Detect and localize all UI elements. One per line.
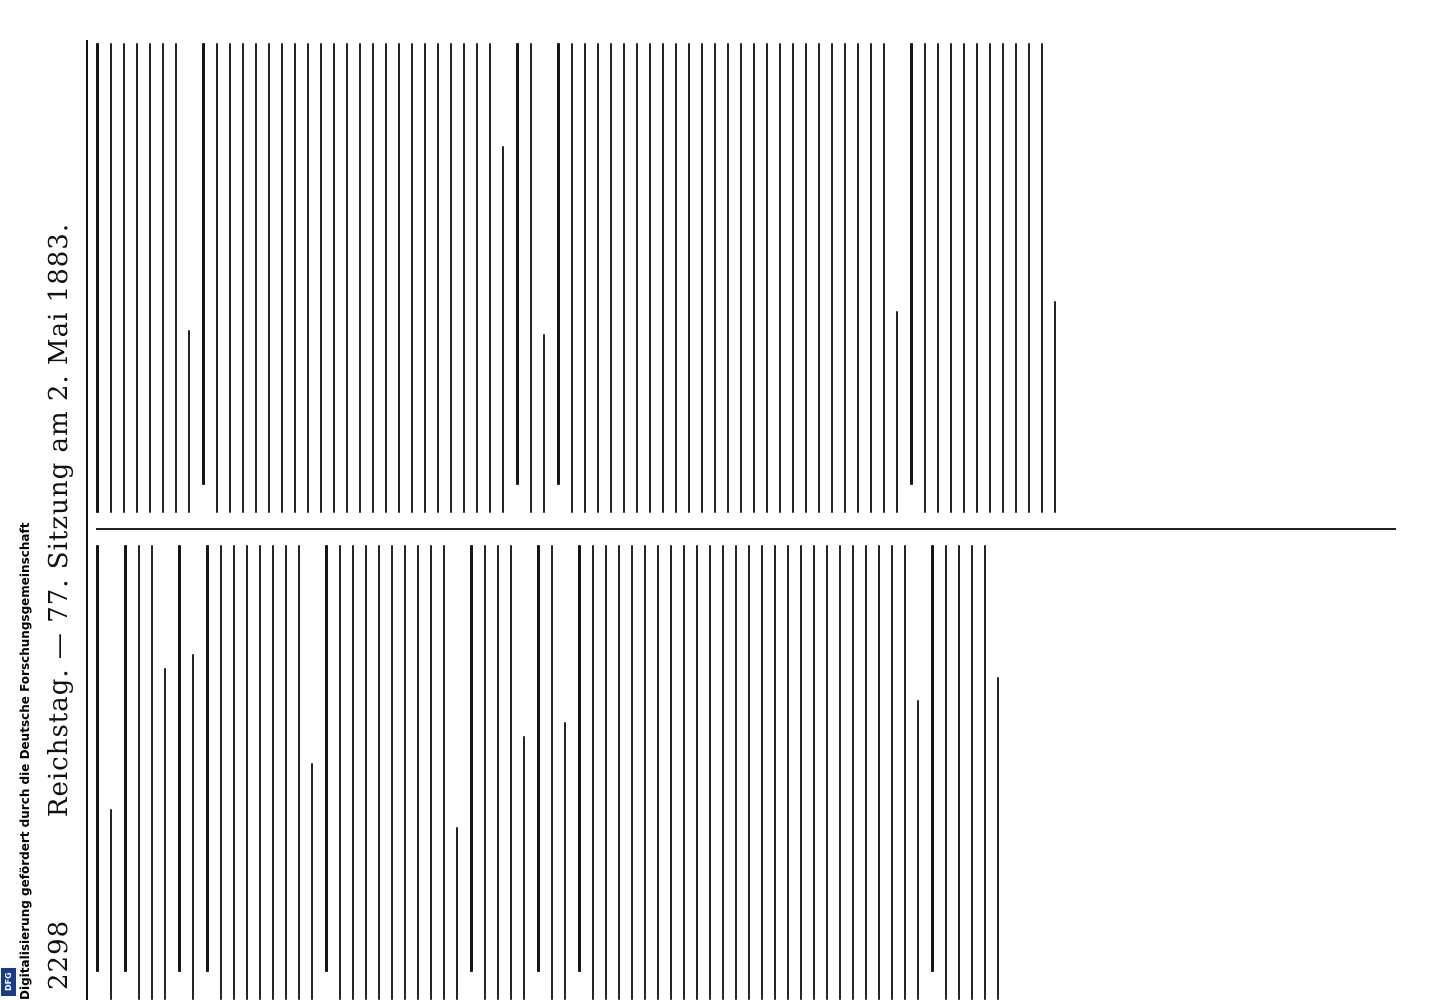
- text-line: [411, 43, 414, 513]
- text-line: [298, 545, 301, 1000]
- text-line: [1002, 43, 1005, 513]
- text-line: [96, 545, 99, 972]
- text-line: [618, 545, 621, 1000]
- digitization-note-text: Digitalisierung gefördert durch die Deutsche Forschungsgemeinschaft: [18, 522, 32, 1000]
- text-line: [989, 43, 992, 513]
- text-line: [896, 311, 899, 513]
- text-line: [779, 43, 782, 513]
- text-line: [325, 545, 328, 972]
- text-line: [136, 43, 139, 513]
- text-line: [910, 43, 913, 485]
- text-line: [831, 43, 834, 513]
- paragraph: [516, 43, 545, 513]
- text-line: [774, 545, 777, 1000]
- text-line: [359, 43, 362, 513]
- text-line: [398, 43, 401, 513]
- text-line: [476, 43, 479, 513]
- text-line: [670, 545, 673, 1000]
- text-line: [516, 43, 519, 485]
- text-line: [714, 43, 717, 513]
- text-line: [463, 43, 466, 513]
- column-divider: [96, 529, 1396, 531]
- text-line: [701, 43, 704, 513]
- text-line: [1015, 43, 1018, 513]
- text-line: [272, 545, 275, 1000]
- text-line: [294, 43, 297, 513]
- text-line: [649, 43, 652, 513]
- header-rule: [86, 40, 88, 1000]
- text-line: [497, 545, 500, 1000]
- text-line: [404, 545, 407, 1000]
- text-line: [976, 43, 979, 513]
- text-line: [255, 43, 258, 513]
- text-line: [592, 545, 595, 1000]
- text-line: [605, 545, 608, 1000]
- text-line: [683, 545, 686, 1000]
- text-line: [748, 545, 751, 1000]
- text-line: [865, 545, 868, 1000]
- text-line: [709, 545, 712, 1000]
- text-line: [242, 43, 245, 513]
- text-line: [878, 545, 881, 1000]
- text-line: [792, 43, 795, 513]
- text-line: [839, 545, 842, 1000]
- text-line: [206, 545, 209, 972]
- text-line: [805, 43, 808, 513]
- text-line: [333, 43, 336, 513]
- text-line: [813, 545, 816, 1000]
- paragraph: [124, 545, 166, 1000]
- text-line: [963, 43, 966, 513]
- text-line: [202, 43, 205, 485]
- text-line: [470, 545, 473, 972]
- text-line: [510, 545, 513, 1000]
- text-line: [623, 43, 626, 513]
- text-line: [631, 545, 634, 1000]
- text-line: [584, 43, 587, 513]
- text-line: [259, 545, 262, 1000]
- text-line: [971, 545, 974, 1000]
- text-line: [339, 545, 342, 1000]
- text-line: [597, 43, 600, 513]
- text-line: [958, 545, 961, 1000]
- text-line: [285, 545, 288, 1000]
- paragraph: [178, 545, 194, 1000]
- text-line: [950, 43, 953, 513]
- text-line: [443, 545, 446, 1000]
- text-line: [740, 43, 743, 513]
- text-line: [688, 43, 691, 513]
- text-line: [188, 330, 191, 513]
- text-line: [246, 545, 249, 1000]
- text-line: [110, 809, 113, 1000]
- text-line: [175, 43, 178, 513]
- text-line: [675, 43, 678, 513]
- text-line: [110, 43, 113, 513]
- text-line: [1028, 43, 1031, 513]
- text-line: [192, 654, 195, 1000]
- text-line: [233, 545, 236, 1000]
- paragraph: [537, 545, 566, 1000]
- text-line: [931, 545, 934, 972]
- text-line: [307, 43, 310, 513]
- header-title: Reichstag. — 77. Sitzung am 2. Mai 1883.: [44, 222, 74, 818]
- text-line: [484, 545, 487, 1000]
- text-line: [385, 43, 388, 513]
- text-line: [489, 43, 492, 513]
- text-line: [557, 43, 560, 485]
- digitization-note: [2, 0, 32, 1000]
- left-column: [96, 545, 1396, 1000]
- text-line: [662, 43, 665, 513]
- text-line: [636, 43, 639, 513]
- text-line: [722, 545, 725, 1000]
- text-line: [378, 545, 381, 1000]
- text-line: [787, 545, 790, 1000]
- text-line: [543, 334, 546, 513]
- text-line: [530, 43, 533, 513]
- text-line: [424, 43, 427, 513]
- paragraph: [931, 545, 999, 1000]
- text-line: [904, 545, 907, 1000]
- text-line: [96, 43, 99, 513]
- paragraph: [557, 43, 898, 513]
- text-line: [417, 545, 420, 1000]
- text-line: [268, 43, 271, 513]
- text-line: [1054, 302, 1057, 514]
- text-line: [320, 43, 323, 513]
- text-line: [164, 668, 167, 1000]
- text-line: [818, 43, 821, 513]
- text-line: [727, 43, 730, 513]
- text-line: [551, 545, 554, 1000]
- text-line: [537, 545, 540, 972]
- text-line: [852, 545, 855, 1000]
- text-line: [610, 43, 613, 513]
- text-line: [149, 43, 152, 513]
- text-line: [891, 545, 894, 1000]
- text-line: [352, 545, 355, 1000]
- text-line: [124, 545, 127, 972]
- text-line: [753, 43, 756, 513]
- text-line: [450, 43, 453, 513]
- text-line: [229, 43, 232, 513]
- text-line: [578, 545, 581, 972]
- paragraph: [470, 545, 525, 1000]
- text-line: [945, 545, 948, 1000]
- text-line: [870, 43, 873, 513]
- text-line: [151, 545, 154, 1000]
- text-line: [883, 43, 886, 513]
- text-line: [984, 545, 987, 1000]
- text-line: [997, 677, 1000, 1000]
- text-line: [924, 43, 927, 513]
- paragraph: [96, 43, 190, 513]
- paragraph: [910, 43, 1056, 513]
- text-line: [123, 43, 126, 513]
- text-line: [216, 43, 219, 513]
- text-line: [657, 545, 660, 1000]
- paragraph: [202, 43, 504, 513]
- paragraph: [206, 545, 313, 1000]
- dfg-logo: DFG: [1, 968, 16, 996]
- text-line: [138, 545, 141, 1000]
- rotated-page-scan: [40, 40, 1410, 1000]
- text-line: [644, 545, 647, 1000]
- text-line: [372, 43, 375, 513]
- paragraph: [578, 545, 919, 1000]
- text-line: [761, 545, 764, 1000]
- text-line: [311, 763, 314, 1000]
- text-line: [844, 43, 847, 513]
- text-line: [502, 146, 505, 513]
- text-line: [178, 545, 181, 972]
- text-line: [766, 43, 769, 513]
- text-line: [800, 545, 803, 1000]
- text-line: [1041, 43, 1044, 513]
- text-line: [523, 736, 526, 1000]
- text-line: [365, 545, 368, 1000]
- right-column: [96, 43, 1396, 513]
- text-line: [456, 827, 459, 1000]
- text-line: [735, 545, 738, 1000]
- text-line: [571, 43, 574, 513]
- text-line: [917, 700, 920, 1000]
- text-line: [826, 545, 829, 1000]
- text-line: [437, 43, 440, 513]
- page-number: 2298: [44, 919, 74, 990]
- text-line: [696, 545, 699, 1000]
- text-line: [430, 545, 433, 1000]
- page-header: [40, 40, 84, 1000]
- text-line: [937, 43, 940, 513]
- text-line: [391, 545, 394, 1000]
- text-line: [857, 43, 860, 513]
- text-line: [162, 43, 165, 513]
- text-line: [564, 722, 567, 1000]
- text-line: [346, 43, 349, 513]
- paragraph: [325, 545, 458, 1000]
- text-line: [220, 545, 223, 1000]
- paragraph: [96, 545, 112, 1000]
- text-line: [281, 43, 284, 513]
